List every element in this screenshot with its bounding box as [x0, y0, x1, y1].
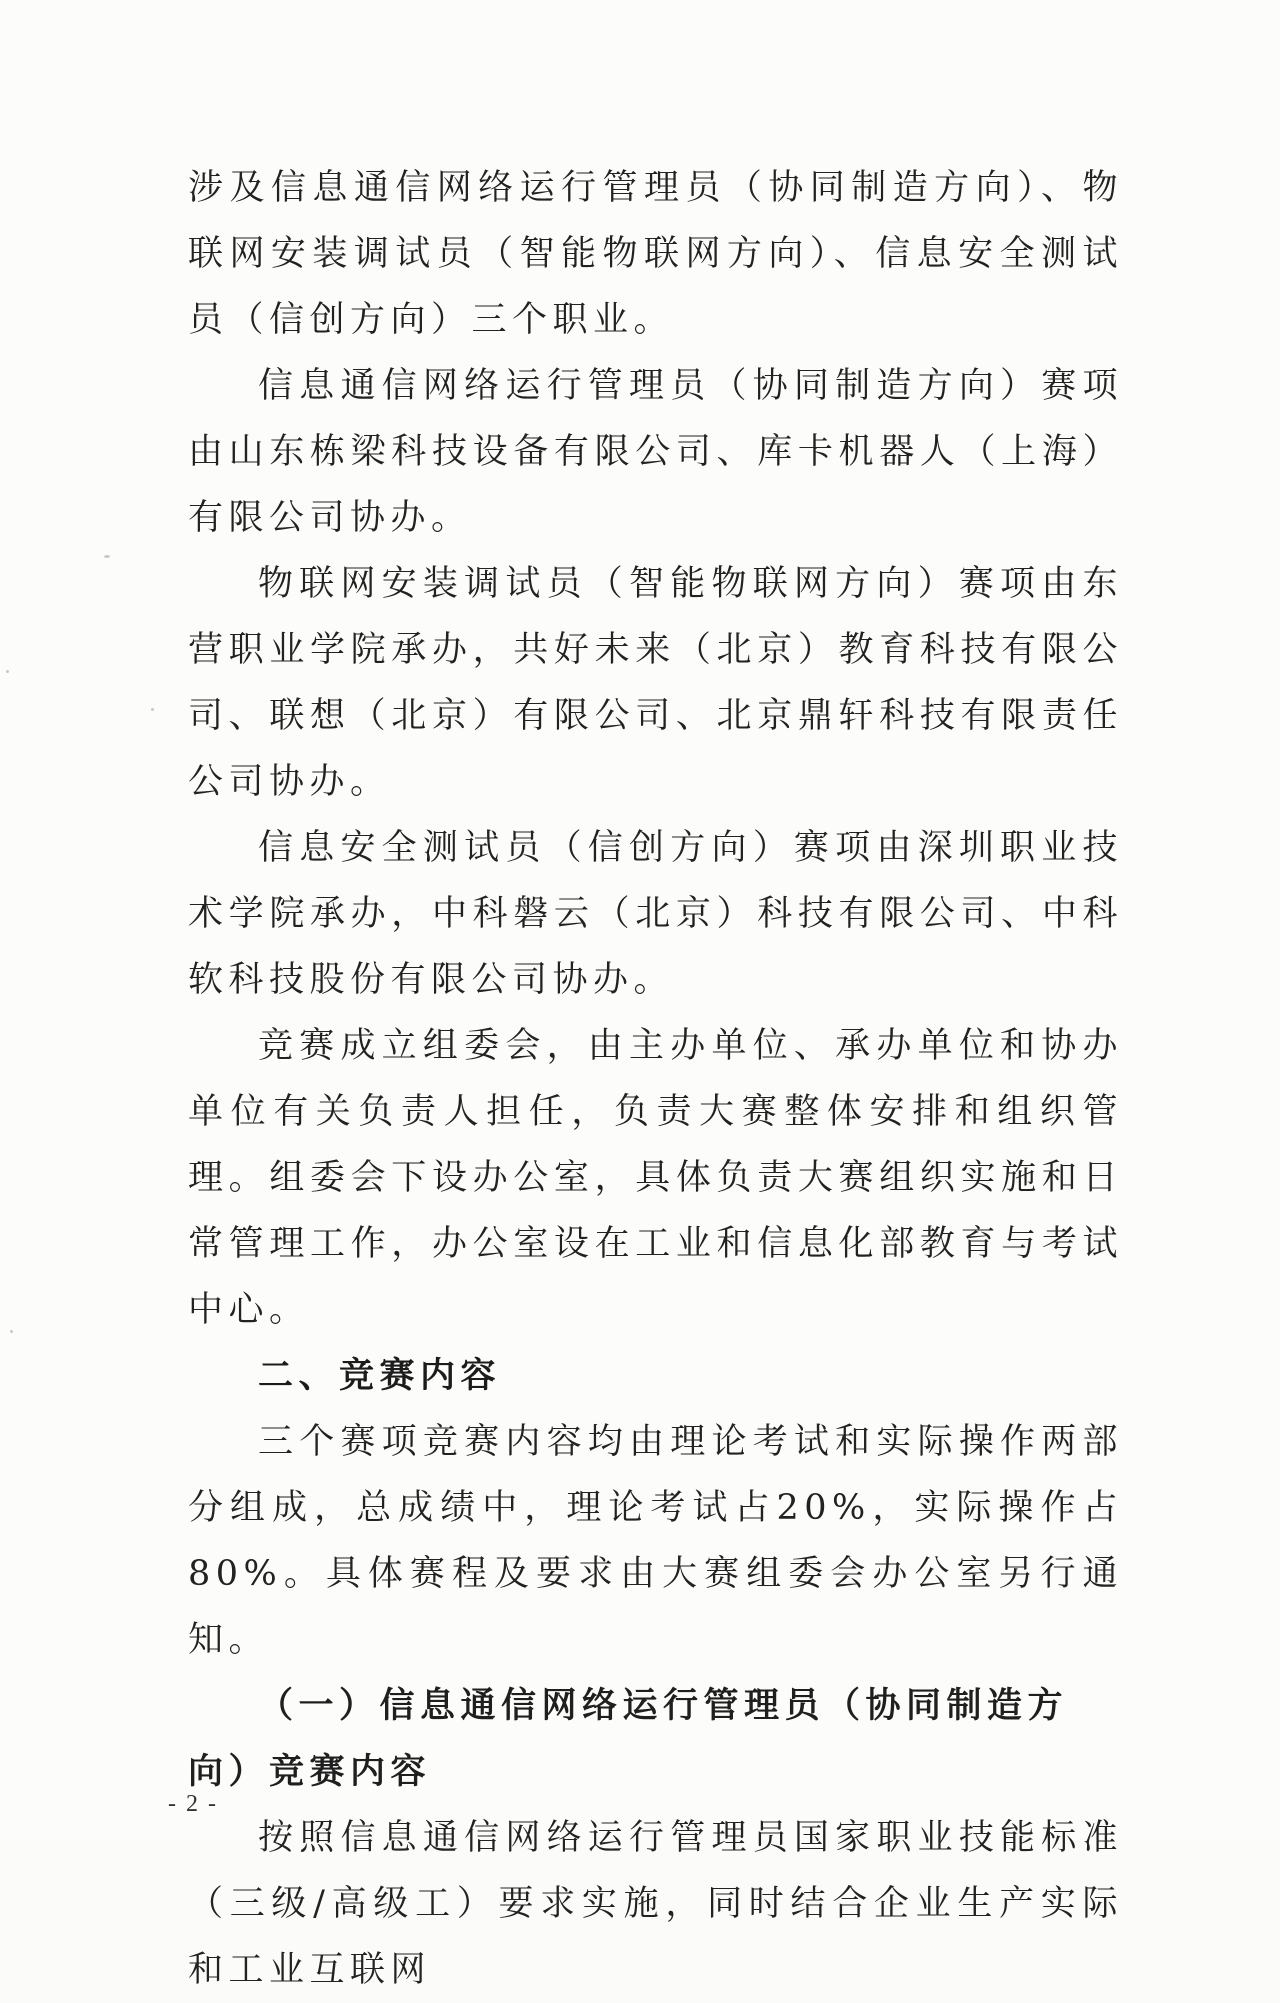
paragraph-network-admin-event: 信息通信网络运行管理员（协同制造方向）赛项由山东栋梁科技设备有限公司、库卡机器人（上海）有限公司协办。 — [188, 366, 1123, 538]
scan-speck — [6, 670, 9, 673]
paragraph-organizing-committee: 竞赛成立组委会，由主办单位、承办单位和协办单位有关负责人担任，负责大赛整体安排和组织管理。组委会下设办公室，具体负责大赛组织实施和日常管理工作，办公室设在工业和信息化部教育与考试中心。 — [188, 1026, 1123, 1330]
page-number: - 2 - — [168, 1791, 218, 1817]
paragraph-security-event: 信息安全测试员（信创方向）赛项由深圳职业技术学院承办，中科磐云（北京）科技有限公司、中科软科技股份有限公司协办。 — [188, 828, 1123, 1000]
paragraph-continuation: 涉及信息通信网络运行管理员（协同制造方向）、物联网安装调试员（智能物联网方向）、信息安全测试员（信创方向）三个职业。 — [188, 168, 1123, 340]
paragraph-competition-content: 三个赛项竞赛内容均由理论考试和实际操作两部分组成，总成绩中，理论考试占20%，实际操作占80%。具体赛程及要求由大赛组委会办公室另行通知。 — [188, 1422, 1123, 1660]
document-body — [188, 155, 1123, 2003]
paragraph-standard: 按照信息通信网络运行管理员国家职业技能标准（三级/高级工）要求实施，同时结合企业生产实际和工业互联网 — [188, 1818, 1123, 1990]
paragraph-iot-event: 物联网安装调试员（智能物联网方向）赛项由东营职业学院承办，共好未来（北京）教育科技有限公司、联想（北京）有限公司、北京鼎轩科技有限责任公司协办。 — [188, 564, 1123, 802]
scan-speck — [10, 1330, 13, 1333]
subsection-heading: （一）信息通信网络运行管理员（协同制造方向）竞赛内容 — [188, 1685, 1069, 1792]
scan-speck — [151, 708, 154, 711]
section-heading: 二、竞赛内容 — [258, 1356, 502, 1396]
scan-speck — [104, 555, 110, 558]
